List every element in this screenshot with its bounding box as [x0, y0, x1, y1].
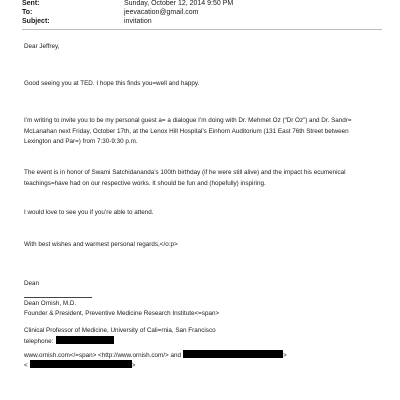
signature-title: Founder & President, Preventive Medicine Research Institute<=span> [24, 310, 220, 317]
subject-label: Subject: [22, 18, 50, 25]
redacted-block [56, 336, 114, 344]
header-divider [22, 29, 382, 30]
signature-divider [24, 297, 92, 298]
signature-phone-line [24, 336, 376, 348]
salutation: Dear Jeffrey, [24, 43, 60, 50]
signature-links-line-2 [24, 360, 376, 372]
website-link[interactable]: www.ornish.com</=span> <http://www.ornish.com/> and [24, 352, 181, 359]
link-bracket-close: > [131, 362, 136, 369]
to-value: jeevacation@gmail.com [124, 9, 199, 16]
phone-label: telephone: [24, 338, 54, 345]
signoff-name: Dean [24, 280, 40, 287]
link-bracket-close: > [282, 352, 287, 359]
sent-label: Sent: [22, 0, 40, 7]
link-bracket-open: < [24, 362, 28, 369]
body-paragraph: I’m writing to invite you to be my personal guest a= a dialogue I’m doing with Dr. Mehmet Oz (“Dr Oz”) and Dr. Sandr= McLanahan next Friday, October 17th, at the Lenox Hill Hospital’s Einhorn Auditorium (131 East 76th Street between Lexington and Par=) from 7:30-9:30 p.m. [24, 117, 352, 145]
closing-line: With best wishes and warmest personal regards,</o:p> [24, 241, 178, 248]
body-paragraph: I would love to see you if you’re able to attend. [24, 209, 154, 216]
redacted-block [183, 350, 283, 358]
signature-affiliation: Clinical Professor of Medicine, University of Cali=rnia, San Francisco [24, 327, 216, 334]
subject-value: invitation [124, 18, 152, 25]
signature-name: Dean Ornish, M.D. [24, 300, 77, 307]
to-label: To: [22, 9, 33, 16]
body-paragraph: The event is in honor of Swami Satchidananda’s 100th birthday (if he were still alive) and the impact his ecumenical teachings=have had on our respective works. It should be fun and (hopefully) inspiring. [24, 169, 346, 187]
body-paragraph: Good seeing you at TED. I hope this finds you=well and happy. [24, 80, 200, 87]
sent-value: Sunday, October 12, 2014 9:50 PM [124, 0, 234, 7]
redacted-block [30, 360, 132, 368]
